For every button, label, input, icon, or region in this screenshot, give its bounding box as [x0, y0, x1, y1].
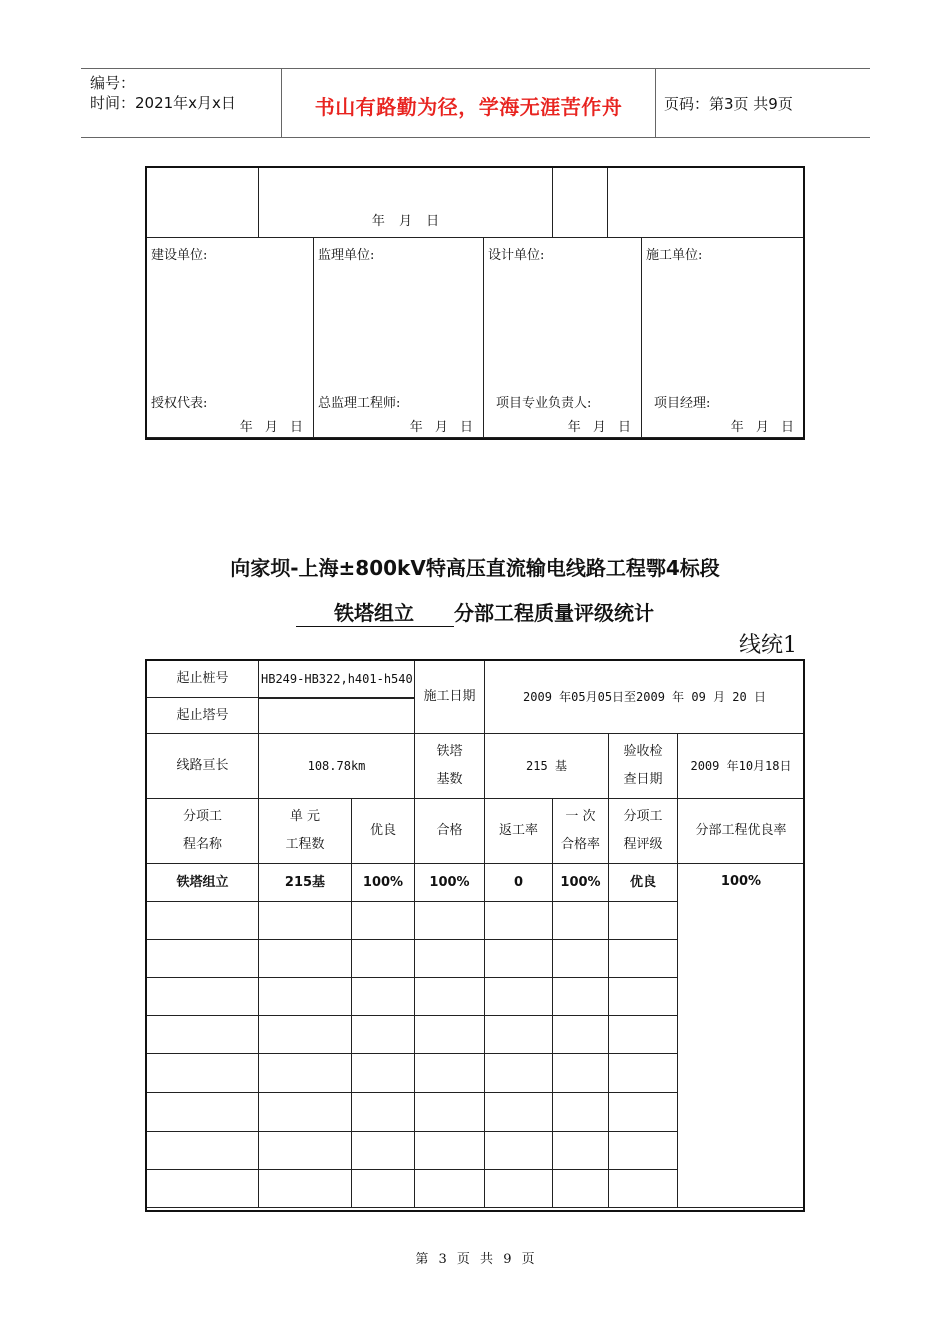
- empty-cell: [352, 1054, 415, 1093]
- line-length-value: 108.78km: [259, 734, 415, 799]
- empty-cell: [147, 940, 259, 978]
- row-units: 215基: [259, 864, 352, 902]
- col-header-units-line2: 工程数: [285, 837, 325, 852]
- empty-cell: [352, 1170, 415, 1208]
- empty-cell: [259, 1093, 352, 1132]
- empty-cell: [485, 1016, 553, 1054]
- unit-label: 设计单位:: [488, 248, 545, 263]
- col-header-name-line2: 程名称: [182, 837, 222, 852]
- empty-cell: [147, 1132, 259, 1170]
- empty-cell: [485, 940, 553, 978]
- construction-date-value: 2009 年05月05日至2009 年 09 月 20 日: [485, 661, 805, 734]
- signature-cell-supervisor: [314, 238, 484, 438]
- construction-date-label: 施工日期: [415, 661, 485, 734]
- empty-cell: [609, 1054, 678, 1093]
- row-grade: 优良: [609, 864, 678, 902]
- col-header-qualified: 合格: [415, 799, 485, 864]
- empty-cell: [352, 1016, 415, 1054]
- start-tower-value: [259, 698, 415, 734]
- col-header-units: [259, 799, 352, 864]
- empty-cell: [609, 1016, 678, 1054]
- row-name: 铁塔组立: [147, 864, 259, 902]
- row-pass-rate: 100%: [553, 864, 609, 902]
- empty-cell: [259, 1170, 352, 1208]
- row-excellent: 100%: [352, 864, 415, 902]
- tower-count-label-line1: 铁塔: [436, 744, 463, 759]
- empty-cell: [415, 902, 485, 940]
- header-divider: [655, 69, 656, 137]
- top-cell: [147, 168, 259, 238]
- page-footer: 第 3 页 共 9 页: [415, 1252, 535, 1267]
- rep-label: 项目经理:: [654, 396, 711, 411]
- signature-cell-construction-owner: [147, 238, 314, 438]
- empty-cell: [352, 902, 415, 940]
- subtitle-rest: 分部工程质量评级统计: [454, 601, 654, 625]
- col-header-name-line1: 分项工: [182, 809, 222, 824]
- empty-cell: [415, 978, 485, 1016]
- empty-cell: [415, 1170, 485, 1208]
- number-label: 编号：: [90, 74, 136, 92]
- empty-cell: [609, 1132, 678, 1170]
- signature-cell-design: [484, 238, 642, 438]
- empty-cell: [352, 1132, 415, 1170]
- empty-cell: [259, 1054, 352, 1093]
- col-header-pass-line2: 合格率: [560, 837, 600, 852]
- document-subtitle: [0, 597, 950, 627]
- empty-cell: [259, 1016, 352, 1054]
- line-length-label: 线路亘长: [147, 734, 259, 799]
- subject-underlined: 铁塔组立: [296, 597, 454, 627]
- start-stake-label: 起止桩号: [147, 661, 259, 698]
- empty-cell: [609, 1170, 678, 1208]
- start-stake-value: HB249-HB322,h401-h540: [259, 661, 415, 698]
- empty-cell: [485, 902, 553, 940]
- empty-cell: [415, 1016, 485, 1054]
- col-header-excellent: 优良: [352, 799, 415, 864]
- unit-label: 施工单位:: [646, 248, 703, 263]
- col-header-rework: 返工率: [485, 799, 553, 864]
- top-cell: [608, 168, 805, 238]
- overall-rate: 100%: [678, 864, 805, 1208]
- empty-cell: [147, 902, 259, 940]
- col-header-name: [147, 799, 259, 864]
- acceptance-label-line2: 查日期: [623, 772, 663, 787]
- rep-label: 授权代表:: [151, 396, 208, 411]
- acceptance-label-line1: 验收检: [623, 744, 663, 759]
- empty-cell: [147, 1016, 259, 1054]
- top-cell: [553, 168, 608, 238]
- empty-cell: [553, 1132, 609, 1170]
- empty-cell: [415, 1093, 485, 1132]
- empty-cell: [352, 1093, 415, 1132]
- form-code: 线统1: [739, 633, 797, 658]
- rep-label: 总监理工程师:: [318, 396, 401, 411]
- tower-count-label: [415, 734, 485, 799]
- empty-cell: [259, 978, 352, 1016]
- empty-cell: [485, 1132, 553, 1170]
- start-tower-label: 起止塔号: [147, 698, 259, 734]
- unit-label: 建设单位:: [151, 248, 208, 263]
- empty-cell: [259, 902, 352, 940]
- tower-count-value: 215 基: [485, 734, 609, 799]
- row-rework: 0: [485, 864, 553, 902]
- col-header-pass-line1: 一 次: [565, 809, 596, 824]
- empty-cell: [485, 978, 553, 1016]
- tower-count-label-line2: 基数: [436, 772, 463, 787]
- signature-table: [146, 237, 805, 438]
- empty-cell: [553, 902, 609, 940]
- empty-cell: [553, 1016, 609, 1054]
- empty-cell: [352, 978, 415, 1016]
- sign-date: 年 月 日: [567, 420, 631, 435]
- empty-cell: [259, 1132, 352, 1170]
- motto: 书山有路勤为径，学海无涯苦作舟: [314, 95, 623, 119]
- col-header-grade-line2: 程评级: [623, 837, 663, 852]
- empty-cell: [609, 978, 678, 1016]
- header-left: [90, 73, 236, 113]
- col-header-grade: [609, 799, 678, 864]
- empty-cell: [553, 1170, 609, 1208]
- top-table: [146, 167, 805, 238]
- empty-cell: [553, 978, 609, 1016]
- empty-cell: [485, 1054, 553, 1093]
- empty-cell: [609, 902, 678, 940]
- empty-cell: [415, 1054, 485, 1093]
- sign-date: 年 月 日: [239, 420, 303, 435]
- empty-cell: [352, 940, 415, 978]
- empty-cell: [609, 940, 678, 978]
- page-label: 页码：第3页 共9页: [664, 95, 793, 113]
- signature-cell-contractor: [642, 238, 805, 438]
- sign-date: 年 月 日: [730, 420, 794, 435]
- empty-cell: [553, 1054, 609, 1093]
- unit-label: 监理单位:: [318, 248, 375, 263]
- top-date: 年 月 日: [259, 168, 553, 238]
- empty-cell: [609, 1093, 678, 1132]
- empty-cell: [259, 940, 352, 978]
- empty-cell: [147, 1170, 259, 1208]
- col-header-pass-rate: [553, 799, 609, 864]
- empty-cell: [415, 1132, 485, 1170]
- empty-cell: [147, 1093, 259, 1132]
- col-header-grade-line1: 分项工: [623, 809, 663, 824]
- empty-cell: [553, 940, 609, 978]
- empty-cell: [485, 1093, 553, 1132]
- rep-label: 项目专业负责人:: [496, 396, 592, 411]
- empty-cell: [485, 1170, 553, 1208]
- col-header-units-line1: 单 元: [289, 809, 321, 824]
- acceptance-date-label: [609, 734, 678, 799]
- time-label: 时间：2021年x月x日: [90, 94, 236, 112]
- empty-cell: [415, 940, 485, 978]
- page-header: [81, 68, 870, 138]
- empty-cell: [147, 1054, 259, 1093]
- stats-table: [146, 660, 805, 1208]
- document-title: 向家坝-上海±800kV特高压直流输电线路工程鄂4标段: [230, 556, 720, 580]
- empty-cell: [147, 978, 259, 1016]
- sign-date: 年 月 日: [409, 420, 473, 435]
- acceptance-date-value: 2009 年10月18日: [678, 734, 805, 799]
- row-qualified: 100%: [415, 864, 485, 902]
- col-header-rate: 分部工程优良率: [678, 799, 805, 864]
- empty-cell: [553, 1093, 609, 1132]
